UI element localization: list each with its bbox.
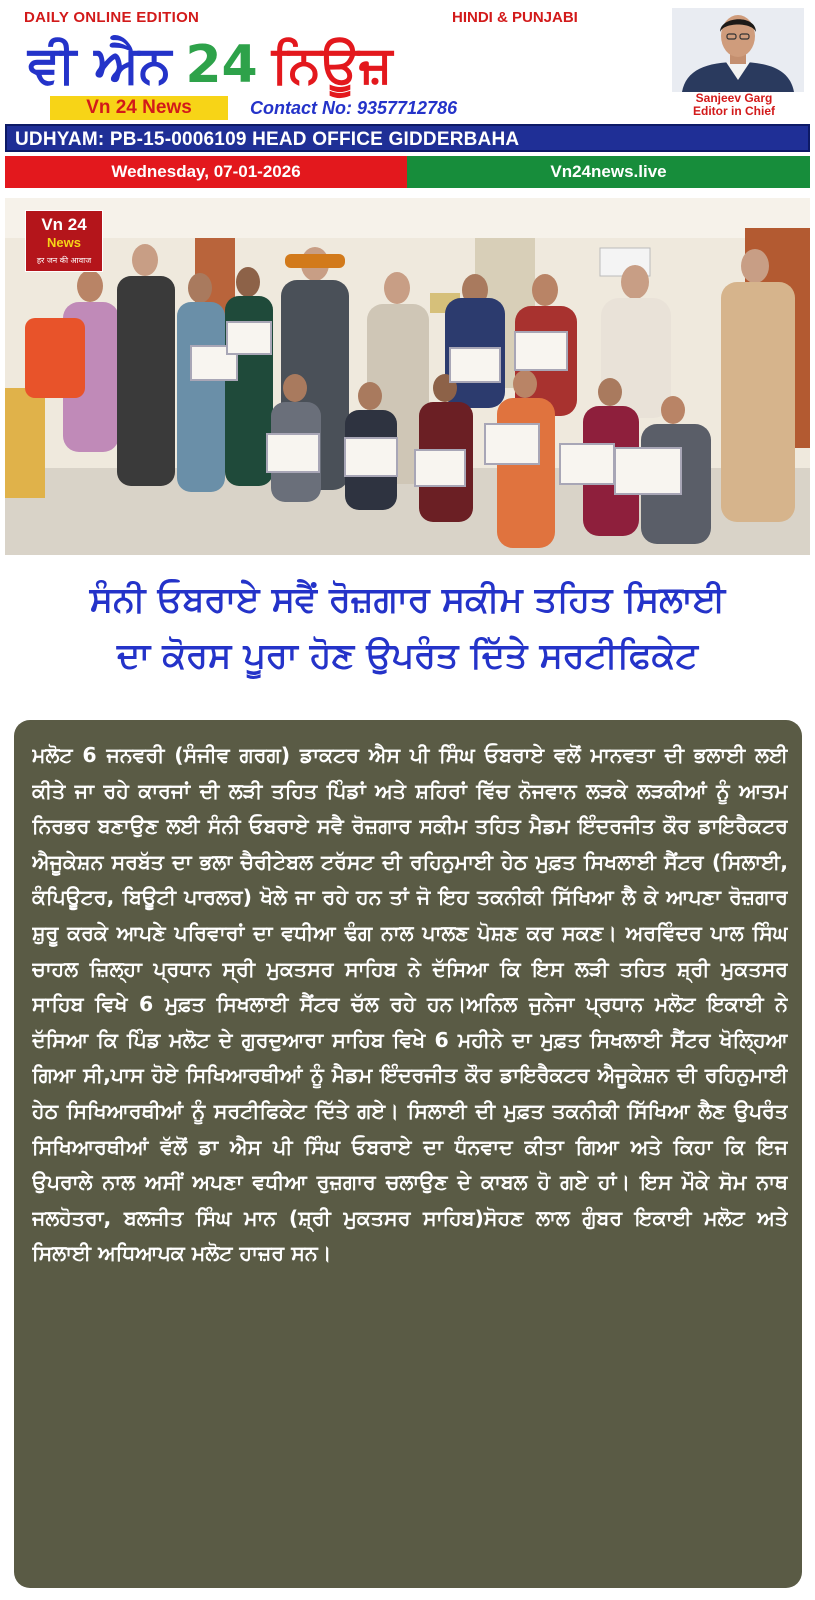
- logo-tagline: हर जन की आवाज: [36, 256, 92, 265]
- editor-role: Editor in Chief: [693, 104, 775, 118]
- brand-badge: Vn 24 News: [50, 96, 228, 120]
- gift-bag: [25, 318, 85, 398]
- logo-line2: News: [47, 235, 81, 250]
- contact-number: Contact No: 9357712786: [250, 98, 458, 118]
- editor-photo: [672, 8, 804, 92]
- headline-line1: ਸੰਨੀ ਓਬਰਾਏ ਸਵੈਂ ਰੋਜ਼ਗਾਰ ਸਕੀਮ ਤਹਿਤ ਸਿਲਾਈ: [89, 580, 726, 620]
- masthead-title-number: 24: [185, 35, 258, 95]
- logo-line1: Vn 24: [41, 215, 87, 234]
- website-band: Vn24news.live: [407, 156, 810, 188]
- masthead-title-part1: ਵੀ ਐਨ: [28, 35, 172, 95]
- masthead-title-part3: ਨਿਊਜ਼: [271, 35, 393, 95]
- headline-line2: ਦਾ ਕੋਰਸ ਪੂਰਾ ਹੋਣ ਉਪਰੰਤ ਦਿੱਤੇ ਸਰਟੀਫਿਕੇਟ: [117, 636, 698, 676]
- language-label: HINDI & PUNJABI: [452, 9, 578, 26]
- editor-credit: [664, 92, 804, 118]
- editor-name: Sanjeev Garg: [695, 91, 773, 105]
- article-body: ਮਲੋਟ 6 ਜਨਵਰੀ (ਸੰਜੀਵ ਗਰਗ) ਡਾਕਟਰ ਐਸ ਪੀ ਸਿੰਘ ਓਬਰਾਏ ਵਲੋਂ ਮਾਨਵਤਾ ਦੀ ਭਲਾਈ ਲਈ ਕੀਤੇ ਜਾ ਰਹੇ ਕਾਰਜਾਂ ਦੀ ਲੜੀ ਤਹਿਤ ਪਿੰਡਾਂ ਅਤੇ ਸ਼ਹਿਰਾਂ ਵਿੱਚ ਨੋਜਵਾਨ ਲੜਕੇ ਲੜਕੀਆਂ ਨੂੰ ਆਤਮ ਨਿਰਭਰ ਬਣਾਉਣ ਲਈ ਸੰਨੀ ਓਬਰਾਏ ਸਵੈ ਰੋਜ਼ਗਾਰ ਸਕੀਮ ਤਹਿਤ ਮੈਡਮ ਇੰਦਰਜੀਤ ਕੌਰ ਡਾਇਰੈਕਟਰ ਐਜੂਕੇਸ਼ਨ ਸਰਬੱਤ ਦਾ ਭਲਾ ਚੈਰੀਟੇਬਲ ਟਰੱਸਟ ਦੀ ਰਹਿਨੁਮਾਈ ਹੇਠ ਮੁਫ਼ਤ ਸਿਖਲਾਈ ਸੈਂਟਰ (ਸਿਲਾਈ, ਕੰਪਿਊਟਰ, ਬਿਊਟੀ ਪਾਰਲਰ) ਖੋਲੇ ਜਾ ਰਹੇ ਹਨ ਤਾਂ ਜੋ ਇਹ ਤਕਨੀਕੀ ਸਿੱਖਿਆ ਲੈ ਕੇ ਆਪਣਾ ਰੋਜ਼ਗਾਰ ਸ਼ੁਰੂ ਕਰਕੇ ਆਪਣੇ ਪਰਿਵਾਰਾਂ ਦਾ ਵਧੀਆ ਢੰਗ ਨਾਲ ਪਾਲਣ ਪੋਸ਼ਣ ਕਰ ਸਕਣ। ਅਰਵਿੰਦਰ ਪਾਲ ਸਿੰਘ ਚਾਹਲ ਜ਼ਿਲ੍ਹਾ ਪ੍ਰਧਾਨ ਸ੍ਰੀ ਮੁਕਤਸਰ ਸਾਹਿਬ ਨੇ ਦੱਸਿਆ ਕਿ ਇਸ ਲੜੀ ਤਹਿਤ ਸ਼੍ਰੀ ਮੁਕਤਸਰ ਸਾਹਿਬ ਵਿਖੇ 6 ਮੁਫ਼ਤ ਸਿਖਲਾਈ ਸੈਂਟਰ ਚੱਲ ਰਹੇ ਹਨ।ਅਨਿਲ ਜੁਨੇਜਾ ਪ੍ਰਧਾਨ ਮਲੋਟ ਇਕਾਈ ਨੇ ਦੱਸਿਆ ਕਿ ਪਿੰਡ ਮਲੋਟ ਦੇ ਗੁਰਦੁਆਰਾ ਸਾਹਿਬ ਵਿਖੇ 6 ਮਹੀਨੇ ਦਾ ਮੁਫ਼ਤ ਸਿਖਲਾਈ ਸੈਂਟਰ ਖੋਲ੍ਹਿਆ ਗਿਆ ਸੀ,ਪਾਸ ਹੋਏ ਸਿਖਿਆਰਥੀਆਂ ਨੂੰ ਮੈਡਮ ਇੰਦਰਜੀਤ ਕੌਰ ਡਾਇਰੈਕਟਰ ਐਜੂਕੇਸ਼ਨ ਦੀ ਰਹਿਨੁਮਾਈ ਹੇਠ ਸਿਖਿਆਰਥੀਆਂ ਨੂੰ ਸਰਟੀਫਿਕੇਟ ਦਿੱਤੇ ਗਏ। ਸਿਲਾਈ ਦੀ ਮੁਫ਼ਤ ਤਕਨੀਕੀ ਸਿੱਖਿਆ ਲੈਣ ਉਪਰੰਤ ਸਿਖਿਆਰਥੀਆਂ ਵੱਲੋਂ ਡਾ ਐਸ ਪੀ ਸਿੰਘ ਓਬਰਾਏ ਦਾ ਧੰਨਵਾਦ ਕੀਤਾ ਗਿਆ ਅਤੇ ਕਿਹਾ ਕਿ ਇਜ ਉਪਰਾਲੇ ਨਾਲ ਅਸੀਂ ਅਪਣਾ ਵਧੀਆ ਰੁਜ਼ਗਾਰ ਚਲਾਉਣ ਦੇ ਕਾਬਲ ਹੋ ਗਏ ਹਾਂ। ਇਸ ਮੌਕੇ ਸੋਮ ਨਾਥ ਜਲਹੋਤਰਾ, ਬਲਜੀਤ ਸਿੰਘ ਮਾਨ (ਸ਼੍ਰੀ ਮੁਕਤਸਰ ਸਾਹਿਬ)ਸੋਹਣ ਲਾਲ ਗੁੰਬਰ ਇਕਾਈ ਮਲੋਟ ਅਤੇ ਸਿਲਾਈ ਅਧਿਆਪਕ ਮਲੋਟ ਹਾਜ਼ਰ ਸਨ।: [32, 743, 788, 1266]
- channel-logo: [25, 210, 103, 272]
- edition-label: DAILY ONLINE EDITION: [24, 9, 200, 26]
- group-photo-image: [5, 198, 810, 555]
- registration-band: UDHYAM: PB-15-0006109 HEAD OFFICE GIDDERBAHA: [5, 124, 810, 152]
- masthead-title: [28, 30, 393, 100]
- editor-portrait-image: [672, 8, 804, 92]
- date-band: Wednesday, 07-01-2026: [5, 156, 407, 188]
- news-photo: [5, 198, 810, 555]
- article-headline: [20, 572, 795, 684]
